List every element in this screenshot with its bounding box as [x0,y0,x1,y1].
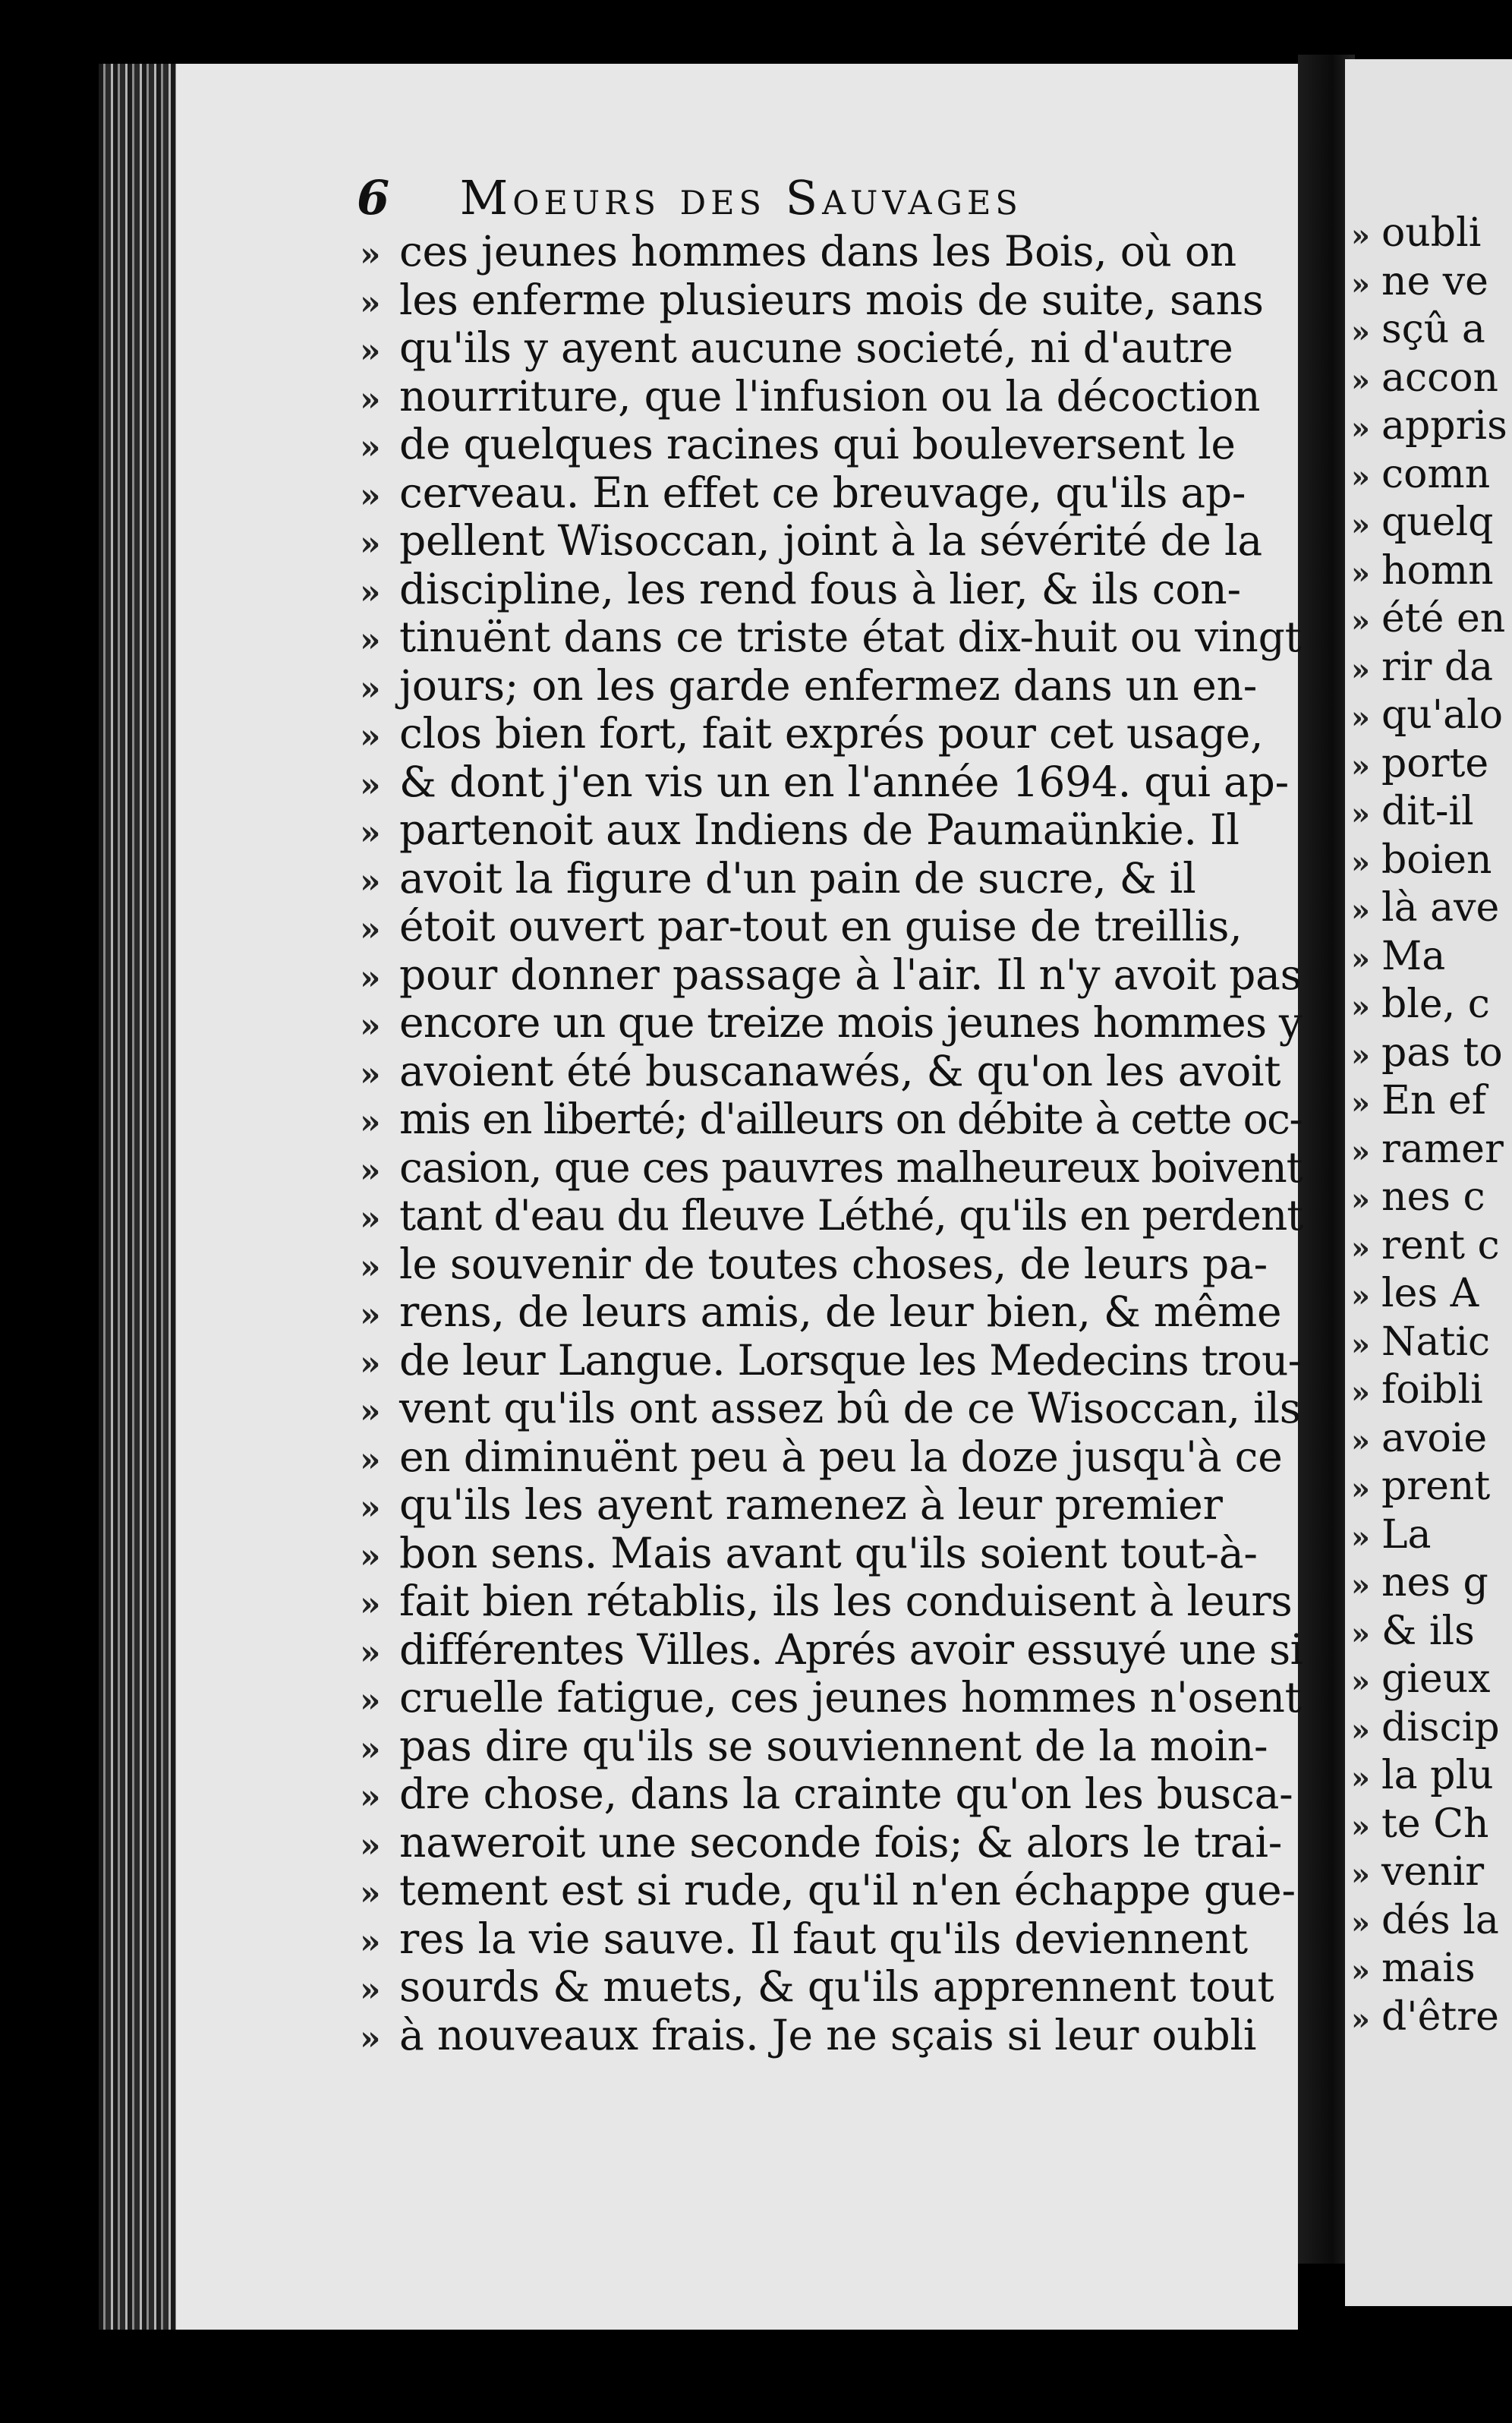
quotation-mark: » [1351,507,1370,543]
quotation-mark: » [360,1007,380,1045]
text-line [1351,1993,1512,2042]
line-text: de quelques racines qui bouleversent le [399,421,1236,468]
line-text: res la vie sauve. Il faut qu'ils deviennent [399,1914,1248,1963]
text-line [360,276,1309,325]
text-line [1351,1801,1512,1849]
quotation-mark: » [1351,1519,1370,1555]
line-text: En ef [1381,1078,1486,1123]
quotation-mark: » [360,283,381,323]
line-text: tinuënt dans ce triste état dix-huit ou vingt [399,613,1302,661]
quotation-mark: » [360,717,381,756]
quotation-mark: » [1351,844,1370,881]
quotation-mark: » [1351,1953,1370,1989]
line-text: accon [1381,354,1499,401]
line-text: différentes Villes. Aprés avoir essuyé une si [399,1625,1303,1674]
text-line [360,1577,1309,1626]
line-text: oubli [1381,210,1482,256]
quotation-mark: » [1351,748,1370,784]
running-head [357,170,1313,231]
text-line [1351,1656,1512,1704]
line-text: mais [1381,1946,1476,1991]
line-text: La [1381,1511,1432,1558]
line-text: étoit ouvert par-tout en guise de treillis, [399,903,1243,950]
text-line [360,1240,1309,1289]
quotation-mark: » [1351,314,1370,350]
line-text: dit-il [1381,789,1474,834]
text-line [360,1337,1309,1385]
text-line [1351,837,1512,885]
text-line [1351,402,1512,451]
quotation-mark: » [360,814,381,852]
quotation-mark: » [360,1681,381,1720]
line-text: nes g [1381,1560,1488,1605]
text-line [360,1722,1309,1771]
quotation-mark: » [1351,893,1370,928]
quotation-mark: » [360,1392,381,1431]
text-line [360,1915,1309,1964]
text-line [1351,210,1512,258]
quotation-mark: » [360,1874,381,1913]
text-line [1351,1945,1512,1993]
line-text: cerveau. En effet ce breuvage, qu'ils ap- [399,468,1246,517]
text-line [1351,1174,1512,1222]
quotation-mark: » [360,1826,381,1865]
quotation-mark: » [360,1054,381,1094]
quotation-mark: » [360,1633,380,1672]
quotation-mark: » [1351,1471,1370,1507]
quotation-mark: » [1351,941,1370,977]
quotation-mark: » [1351,1808,1370,1845]
line-text: qu'ils y ayent aucune societé, ni d'autre [399,324,1233,372]
quotation-mark: » [1351,266,1370,302]
quotation-mark: » [1351,1857,1370,1892]
text-line [1351,884,1512,933]
quotation-mark: » [1351,796,1370,832]
text-line [360,421,1309,469]
line-text: ramer [1381,1126,1504,1172]
text-line [1351,1897,1512,1946]
quotation-mark: » [1351,1712,1370,1748]
line-text: qu'ils les ayent ramenez à leur premier [399,1481,1223,1529]
text-line [360,951,1309,1000]
text-line [1351,1415,1512,1464]
line-text: qu'alo [1381,692,1504,738]
text-line [360,1144,1309,1193]
quotation-mark: » [360,1199,380,1238]
quotation-mark: » [360,862,381,901]
text-line [360,1095,1309,1144]
line-text: à nouveaux frais. Je ne sçais si leur oubli [399,2011,1257,2059]
line-text: rir da [1381,644,1494,690]
line-text: clos bien fort, fait exprés pour cet usage, [399,710,1264,758]
line-text: pour donner passage à l'air. Il n'y avoit pas [399,950,1302,999]
running-title: Moeurs des Sauvages [459,170,1022,225]
quotation-mark: » [360,765,381,805]
text-line [360,903,1309,951]
quotation-mark: » [1351,1085,1370,1121]
line-text: ble, c [1381,981,1490,1027]
line-text: ne ve [1381,258,1488,304]
text-line [1351,1752,1512,1801]
text-line [1351,1463,1512,1511]
line-text: dés la [1381,1897,1499,1943]
quotation-mark: » [1351,1423,1370,1459]
text-line [360,806,1309,855]
line-text: été en [1381,596,1506,641]
quotation-mark: » [1351,603,1370,639]
line-text: nes c [1381,1174,1485,1220]
text-line [360,566,1309,614]
line-text: comn [1381,451,1491,497]
page-number: 6 [357,170,395,225]
quotation-mark: » [360,1729,381,1769]
text-line [1351,547,1512,596]
line-text: te Ch [1381,1801,1489,1847]
text-line [1351,933,1512,981]
quotation-mark: » [1351,1568,1370,1603]
text-line [360,1819,1309,1867]
text-line [360,1481,1309,1530]
text-line [360,517,1309,566]
quotation-mark: » [360,572,381,612]
text-line [360,2012,1309,2060]
quotation-mark: » [360,1296,381,1334]
quotation-mark: » [1351,1230,1370,1266]
line-text: les A [1381,1271,1479,1316]
text-line [360,373,1309,421]
quotation-mark: » [360,1247,381,1287]
quotation-mark: » [360,669,381,708]
text-line [1351,1559,1512,1608]
text-line [1351,740,1512,789]
text-line [1351,1270,1512,1319]
quotation-mark: » [360,1922,381,1961]
line-text: naweroit une seconde fois; & alors le trai- [399,1818,1283,1867]
quotation-mark: » [1351,989,1370,1025]
quotation-mark: » [1351,458,1370,495]
line-text: pas dire qu'ils se souviennent de la moin- [399,1722,1268,1770]
text-line [360,1048,1309,1096]
quotation-mark: » [1351,1760,1370,1796]
quotation-mark: » [1351,2001,1370,2037]
text-line [1351,354,1512,403]
line-text: fait bien rétablis, ils les conduisent à leurs [399,1577,1293,1625]
quotation-mark: » [1351,1182,1370,1218]
line-text: casion, que ces pauvres malheureux boivent [399,1143,1303,1192]
line-text: partenoit aux Indiens de Paumaünkie. Il [399,806,1240,854]
quotation-mark: » [360,476,381,515]
text-line [1351,258,1512,307]
text-line [1351,595,1512,644]
line-text: les enferme plusieurs mois de suite, sans [399,276,1264,324]
quotation-mark: » [360,235,381,274]
quotation-mark: » [360,428,381,467]
quotation-mark: » [360,2018,381,2058]
line-text: en diminuënt peu à peu la doze jusqu'à ce [399,1432,1283,1481]
line-text: rens, de leurs amis, de leur bien, & même [399,1288,1282,1336]
text-line [360,228,1309,276]
text-line [360,1867,1309,1915]
line-text: avoie [1381,1415,1488,1461]
text-line [360,662,1309,711]
line-text: nourriture, que l'infusion ou la décoction [399,372,1261,421]
line-text: d'être [1381,1993,1499,2040]
text-line [1351,306,1512,354]
line-text: porte [1381,740,1489,786]
text-line [1351,1222,1512,1271]
text-line [1351,1319,1512,1367]
line-text: & ils [1381,1608,1475,1654]
text-line [360,1963,1309,2012]
quotation-mark: » [1351,555,1370,591]
text-line [360,1770,1309,1819]
text-line [1351,1366,1512,1415]
text-line [1351,451,1512,499]
quotation-mark: » [1351,1664,1370,1700]
line-text: ces jeunes hommes dans les Bois, où on [399,228,1236,276]
text-line [1351,1077,1512,1126]
quotation-mark: » [1351,1615,1370,1652]
line-text: homn [1381,547,1494,594]
line-text: bon sens. Mais avant qu'ils soient tout-à- [399,1529,1258,1577]
line-text: pellent Wisoccan, joint à la sévérité de la [399,517,1262,565]
line-text: discipline, les rend fous à lier, & ils con- [399,565,1241,613]
quotation-mark: » [1351,1326,1370,1363]
text-line [1351,1126,1512,1174]
line-text: Ma [1381,933,1446,979]
line-text: mis en liberté; d'ailleurs on débite à cette oc- [399,1095,1303,1143]
quotation-mark: » [360,1536,381,1576]
left-page-text [360,228,1309,2059]
right-page-text [1351,210,1512,2041]
text-line [1351,1511,1512,1560]
quotation-mark: » [360,621,381,660]
line-text: tant d'eau du fleuve Léthé, qu'ils en perdent [399,1192,1303,1240]
text-line [1351,499,1512,547]
line-text: jours; on les garde enfermez dans un en- [399,661,1258,710]
quotation-mark: » [360,1151,380,1190]
quotation-mark: » [360,525,381,563]
quotation-mark: » [360,1344,380,1383]
line-text: avoient été buscanawés, & qu'on les avoit [399,1047,1281,1095]
text-line [1351,692,1512,740]
text-line [360,710,1309,758]
quotation-mark: » [360,332,381,370]
line-text: pas to [1381,1029,1503,1076]
book-binding-edge [99,64,178,2330]
text-line [360,469,1309,518]
line-text: Natic [1381,1319,1491,1365]
line-text: cruelle fatigue, ces jeunes hommes n'osent [399,1674,1302,1722]
text-line [1351,1704,1512,1753]
line-text: prent [1381,1464,1491,1509]
quotation-mark: » [1351,411,1370,446]
line-text: discip [1381,1704,1500,1750]
quotation-mark: » [1351,362,1370,399]
line-text: là ave [1381,885,1500,931]
text-line [360,613,1309,662]
quotation-mark: » [1351,700,1370,736]
line-text: sourds & muets, & qu'ils apprennent tout [399,1963,1274,2011]
quotation-mark: » [360,1971,381,2009]
line-text: quelq [1381,499,1494,545]
line-text: vent qu'ils ont assez bû de ce Wisoccan, ils [399,1385,1301,1432]
text-line [360,1433,1309,1482]
line-text: le souvenir de toutes choses, de leurs pa- [399,1240,1268,1288]
line-text: venir [1381,1849,1485,1895]
text-line [360,1674,1309,1722]
text-line [360,1192,1309,1240]
text-line [360,1530,1309,1578]
text-line [360,999,1309,1048]
text-line [360,1288,1309,1337]
quotation-mark: » [1351,1905,1370,1941]
line-text: rent c [1381,1222,1500,1268]
quotation-mark: » [1351,1133,1370,1170]
line-text: de leur Langue. Lorsque les Medecins trou- [399,1336,1302,1385]
quotation-mark: » [360,1103,380,1142]
quotation-mark: » [360,958,381,997]
quotation-mark: » [360,1440,381,1479]
line-text: foibli [1381,1367,1483,1413]
line-text: encore un que treize mois jeunes hommes y [399,999,1303,1047]
quotation-mark: » [1351,218,1370,254]
text-line [360,324,1309,373]
line-text: gieux [1381,1656,1491,1702]
line-text: tement est si rude, qu'il n'en échappe gue- [399,1867,1296,1914]
line-text: appris [1381,403,1507,449]
quotation-mark: » [1351,651,1370,688]
text-line [360,1626,1309,1675]
text-line [1351,1608,1512,1656]
quotation-mark: » [360,910,381,949]
text-line [1351,1029,1512,1078]
line-text: avoit la figure d'un pain de sucre, & il [399,854,1196,903]
quotation-mark: » [360,380,381,419]
line-text: la plu [1381,1753,1494,1798]
quotation-mark: » [360,1585,381,1624]
text-line [1351,644,1512,692]
quotation-mark: » [1351,1037,1370,1073]
text-line [360,855,1309,903]
text-line [1351,981,1512,1029]
quotation-mark: » [1351,1375,1370,1410]
line-text: dre chose, dans la crainte qu'on les busca- [399,1770,1293,1818]
quotation-mark: » [360,1489,381,1527]
line-text: sçû a [1381,307,1485,352]
text-line [360,1385,1309,1433]
text-line [360,758,1309,807]
line-text: & dont j'en vis un en l'année 1694. qui ap- [399,758,1289,806]
text-line [1351,1848,1512,1897]
quotation-mark: » [1351,1278,1370,1314]
line-text: boien [1381,837,1492,883]
quotation-mark: » [360,1778,381,1816]
text-line [1351,788,1512,837]
